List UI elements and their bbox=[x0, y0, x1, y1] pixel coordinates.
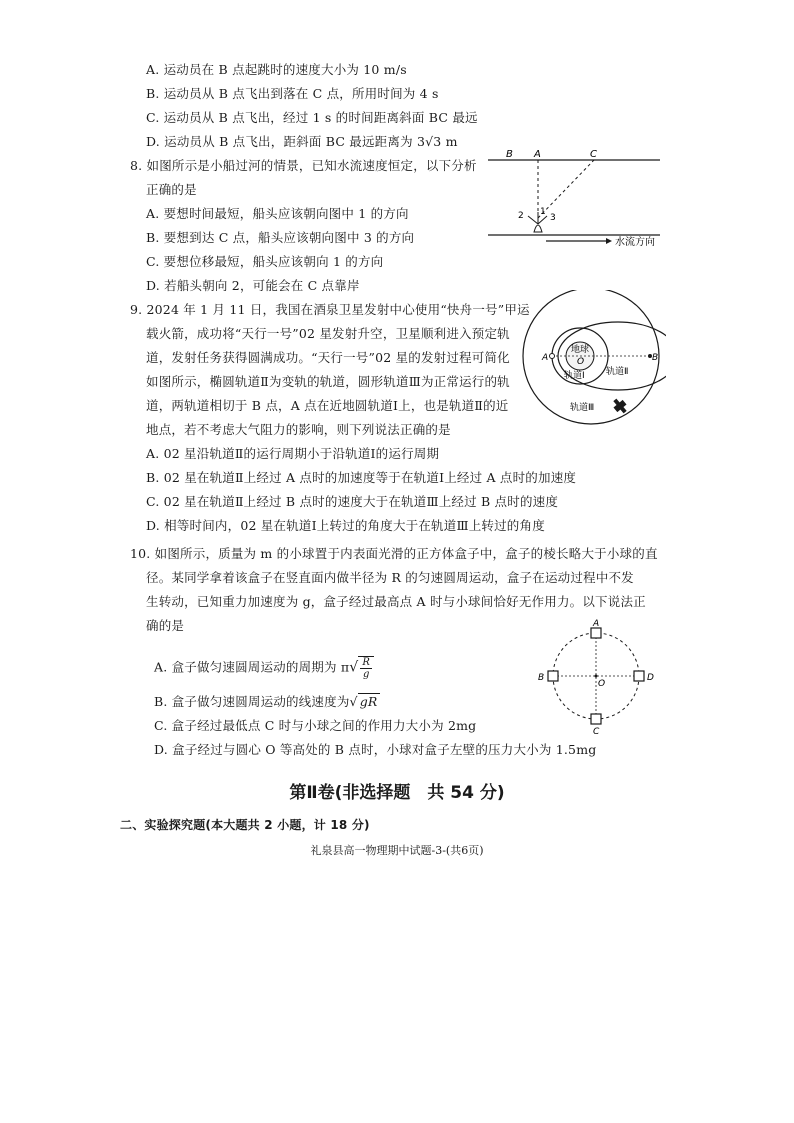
label-o: O bbox=[598, 679, 606, 689]
label-orbit-2: 轨道Ⅱ bbox=[606, 367, 629, 377]
q10-stem-4: 确的是 bbox=[146, 618, 185, 633]
river-diagram bbox=[484, 146, 664, 251]
q9-stem-2: 载火箭，成功将“天行一号”02 星发射升空，卫星顺利进入预定轨 bbox=[146, 326, 510, 341]
box-b bbox=[548, 671, 558, 681]
label-point-b: B bbox=[652, 353, 659, 363]
q9-option-c: C. 02 星在轨道Ⅱ上经过 B 点时的速度大于在轨道Ⅲ上经过 B 点时的速度 bbox=[146, 494, 559, 509]
q10-option-a-numerator: R bbox=[362, 657, 371, 668]
q8-stem-1: 8. 如图所示是小船过河的情景，已知水流速度恒定，以下分析 bbox=[130, 158, 477, 173]
q8-option-b: B. 要想到达 C 点，船头应该朝向图中 3 的方向 bbox=[146, 230, 415, 245]
q9-option-b: B. 02 星在轨道Ⅱ上经过 A 点时的加速度等于在轨道Ⅰ上经过 A 点时的加速度 bbox=[146, 470, 577, 485]
label-dir-1: 1 bbox=[540, 207, 546, 217]
q10-stem-1: 10. 如图所示，质量为 m 的小球置于内表面光滑的正方体盒子中，盒子的棱长略大于小球的直 bbox=[130, 546, 658, 561]
label-point-a: A bbox=[542, 353, 549, 363]
page-footer: 礼泉县高一物理期中试题-3-(共6页) bbox=[310, 844, 484, 857]
q7-option-d: D. 运动员从 B 点飞出，距斜面 BC 最远距离为 3√3 m bbox=[146, 134, 458, 149]
label-dir-2: 2 bbox=[518, 211, 524, 221]
label-a: A bbox=[593, 619, 600, 629]
q9-stem-1: 9. 2024 年 1 月 11 日，我国在酒泉卫星发射中心使用“快舟一号”甲运 bbox=[130, 302, 530, 317]
box-circle-diagram bbox=[534, 616, 664, 736]
q10-option-b-prefix: B. 盒子做匀速圆周运动的线速度为 bbox=[154, 694, 350, 709]
q8-option-c: C. 要想位移最短，船头应该朝向 1 的方向 bbox=[146, 254, 384, 269]
satellite-icon bbox=[610, 396, 629, 416]
label-orbit-1: 轨道Ⅰ bbox=[564, 371, 585, 381]
q8-option-a: A. 要想时间最短，船头应该朝向图中 1 的方向 bbox=[146, 206, 409, 221]
q10-option-a: A. 盒子做匀速圆周运动的周期为 π√ $\frac{R}{g}$ bbox=[154, 656, 374, 680]
q9-stem-5: 道，两轨道相切于 B 点，A 点在近地圆轨道Ⅰ上，也是轨道Ⅱ的近 bbox=[146, 398, 509, 413]
q10-option-c: C. 盒子经过最低点 C 时与小球之间的作用力大小为 2mg bbox=[154, 718, 477, 733]
label-b: B bbox=[506, 149, 513, 160]
flow-arrowhead bbox=[606, 238, 612, 244]
box-a bbox=[591, 628, 601, 638]
section-title: 第Ⅱ卷(非选择题 共 54 分) bbox=[289, 783, 505, 803]
path-to-c bbox=[538, 160, 594, 218]
q10-option-a-fraction bbox=[358, 656, 374, 680]
q10-option-b-radicand: gR bbox=[359, 694, 378, 709]
q9-stem-4: 如图所示，椭圆轨道Ⅱ为变轨的轨道，圆形轨道Ⅲ为正常运行的轨 bbox=[146, 374, 510, 389]
label-c: C bbox=[593, 727, 600, 736]
q7-option-a: A. 运动员在 B 点起跳时的速度大小为 10 m/s bbox=[146, 62, 407, 77]
q8-stem-2: 正确的是 bbox=[146, 182, 197, 197]
q10-option-b: B. 盒子做匀速圆周运动的线速度为√ gR bbox=[154, 694, 378, 709]
q9-option-a: A. 02 星沿轨道Ⅱ的运行周期小于沿轨道Ⅰ的运行周期 bbox=[146, 446, 440, 461]
q10-option-a-prefix: A. 盒子做匀速圆周运动的周期为 π bbox=[154, 659, 350, 675]
q10-option-a-denominator: g bbox=[362, 669, 370, 680]
flow-label: 水流方向 bbox=[615, 237, 655, 248]
section-2-heading: 二、实验探究题(本大题共 2 小题，计 18 分) bbox=[120, 818, 370, 832]
label-c: C bbox=[590, 149, 597, 160]
q8-option-d: D. 若船头朝向 2，可能会在 C 点靠岸 bbox=[146, 278, 360, 293]
q10-stem-3: 生转动，已知重力加速度为 g，盒子经过最高点 A 时与小球间恰好无作用力。以下说法正 bbox=[146, 594, 646, 609]
boat-icon bbox=[534, 225, 542, 232]
label-d: D bbox=[647, 673, 654, 683]
box-c bbox=[591, 714, 601, 724]
direction-2-arrow bbox=[528, 216, 538, 224]
q9-stem-3: 道，发射任务获得圆满成功。“天行一号”02 星的发射过程可简化 bbox=[146, 350, 510, 365]
label-center-o: O bbox=[577, 357, 585, 367]
box-d bbox=[634, 671, 644, 681]
point-a-dot bbox=[550, 354, 555, 359]
label-orbit-3: 轨道Ⅲ bbox=[570, 403, 595, 413]
q7-option-c: C. 运动员从 B 点飞出，经过 1 s 的时间距离斜面 BC 最远 bbox=[146, 110, 478, 125]
q10-option-d: D. 盒子经过与圆心 O 等高处的 B 点时，小球对盒子左壁的压力大小为 1.5mg bbox=[154, 742, 597, 757]
q10-stem-2: 径。某同学拿着该盒子在竖直面内做半径为 R 的匀速圆周运动，盒子在运动过程中不发 bbox=[146, 570, 634, 585]
q9-option-d: D. 相等时间内，02 星在轨道Ⅰ上转过的角度大于在轨道Ⅲ上转过的角度 bbox=[146, 518, 545, 533]
orbit-diagram bbox=[516, 290, 666, 430]
label-b: B bbox=[538, 673, 545, 683]
label-a: A bbox=[534, 149, 541, 160]
label-dir-3: 3 bbox=[550, 213, 556, 223]
label-earth: 地球 bbox=[571, 345, 590, 355]
q9-stem-6: 地点，若不考虑大气阻力的影响，则下列说法正确的是 bbox=[146, 422, 451, 437]
q7-option-b: B. 运动员从 B 点飞出到落在 C 点，所用时间为 4 s bbox=[146, 86, 439, 101]
center-dot bbox=[595, 675, 598, 678]
